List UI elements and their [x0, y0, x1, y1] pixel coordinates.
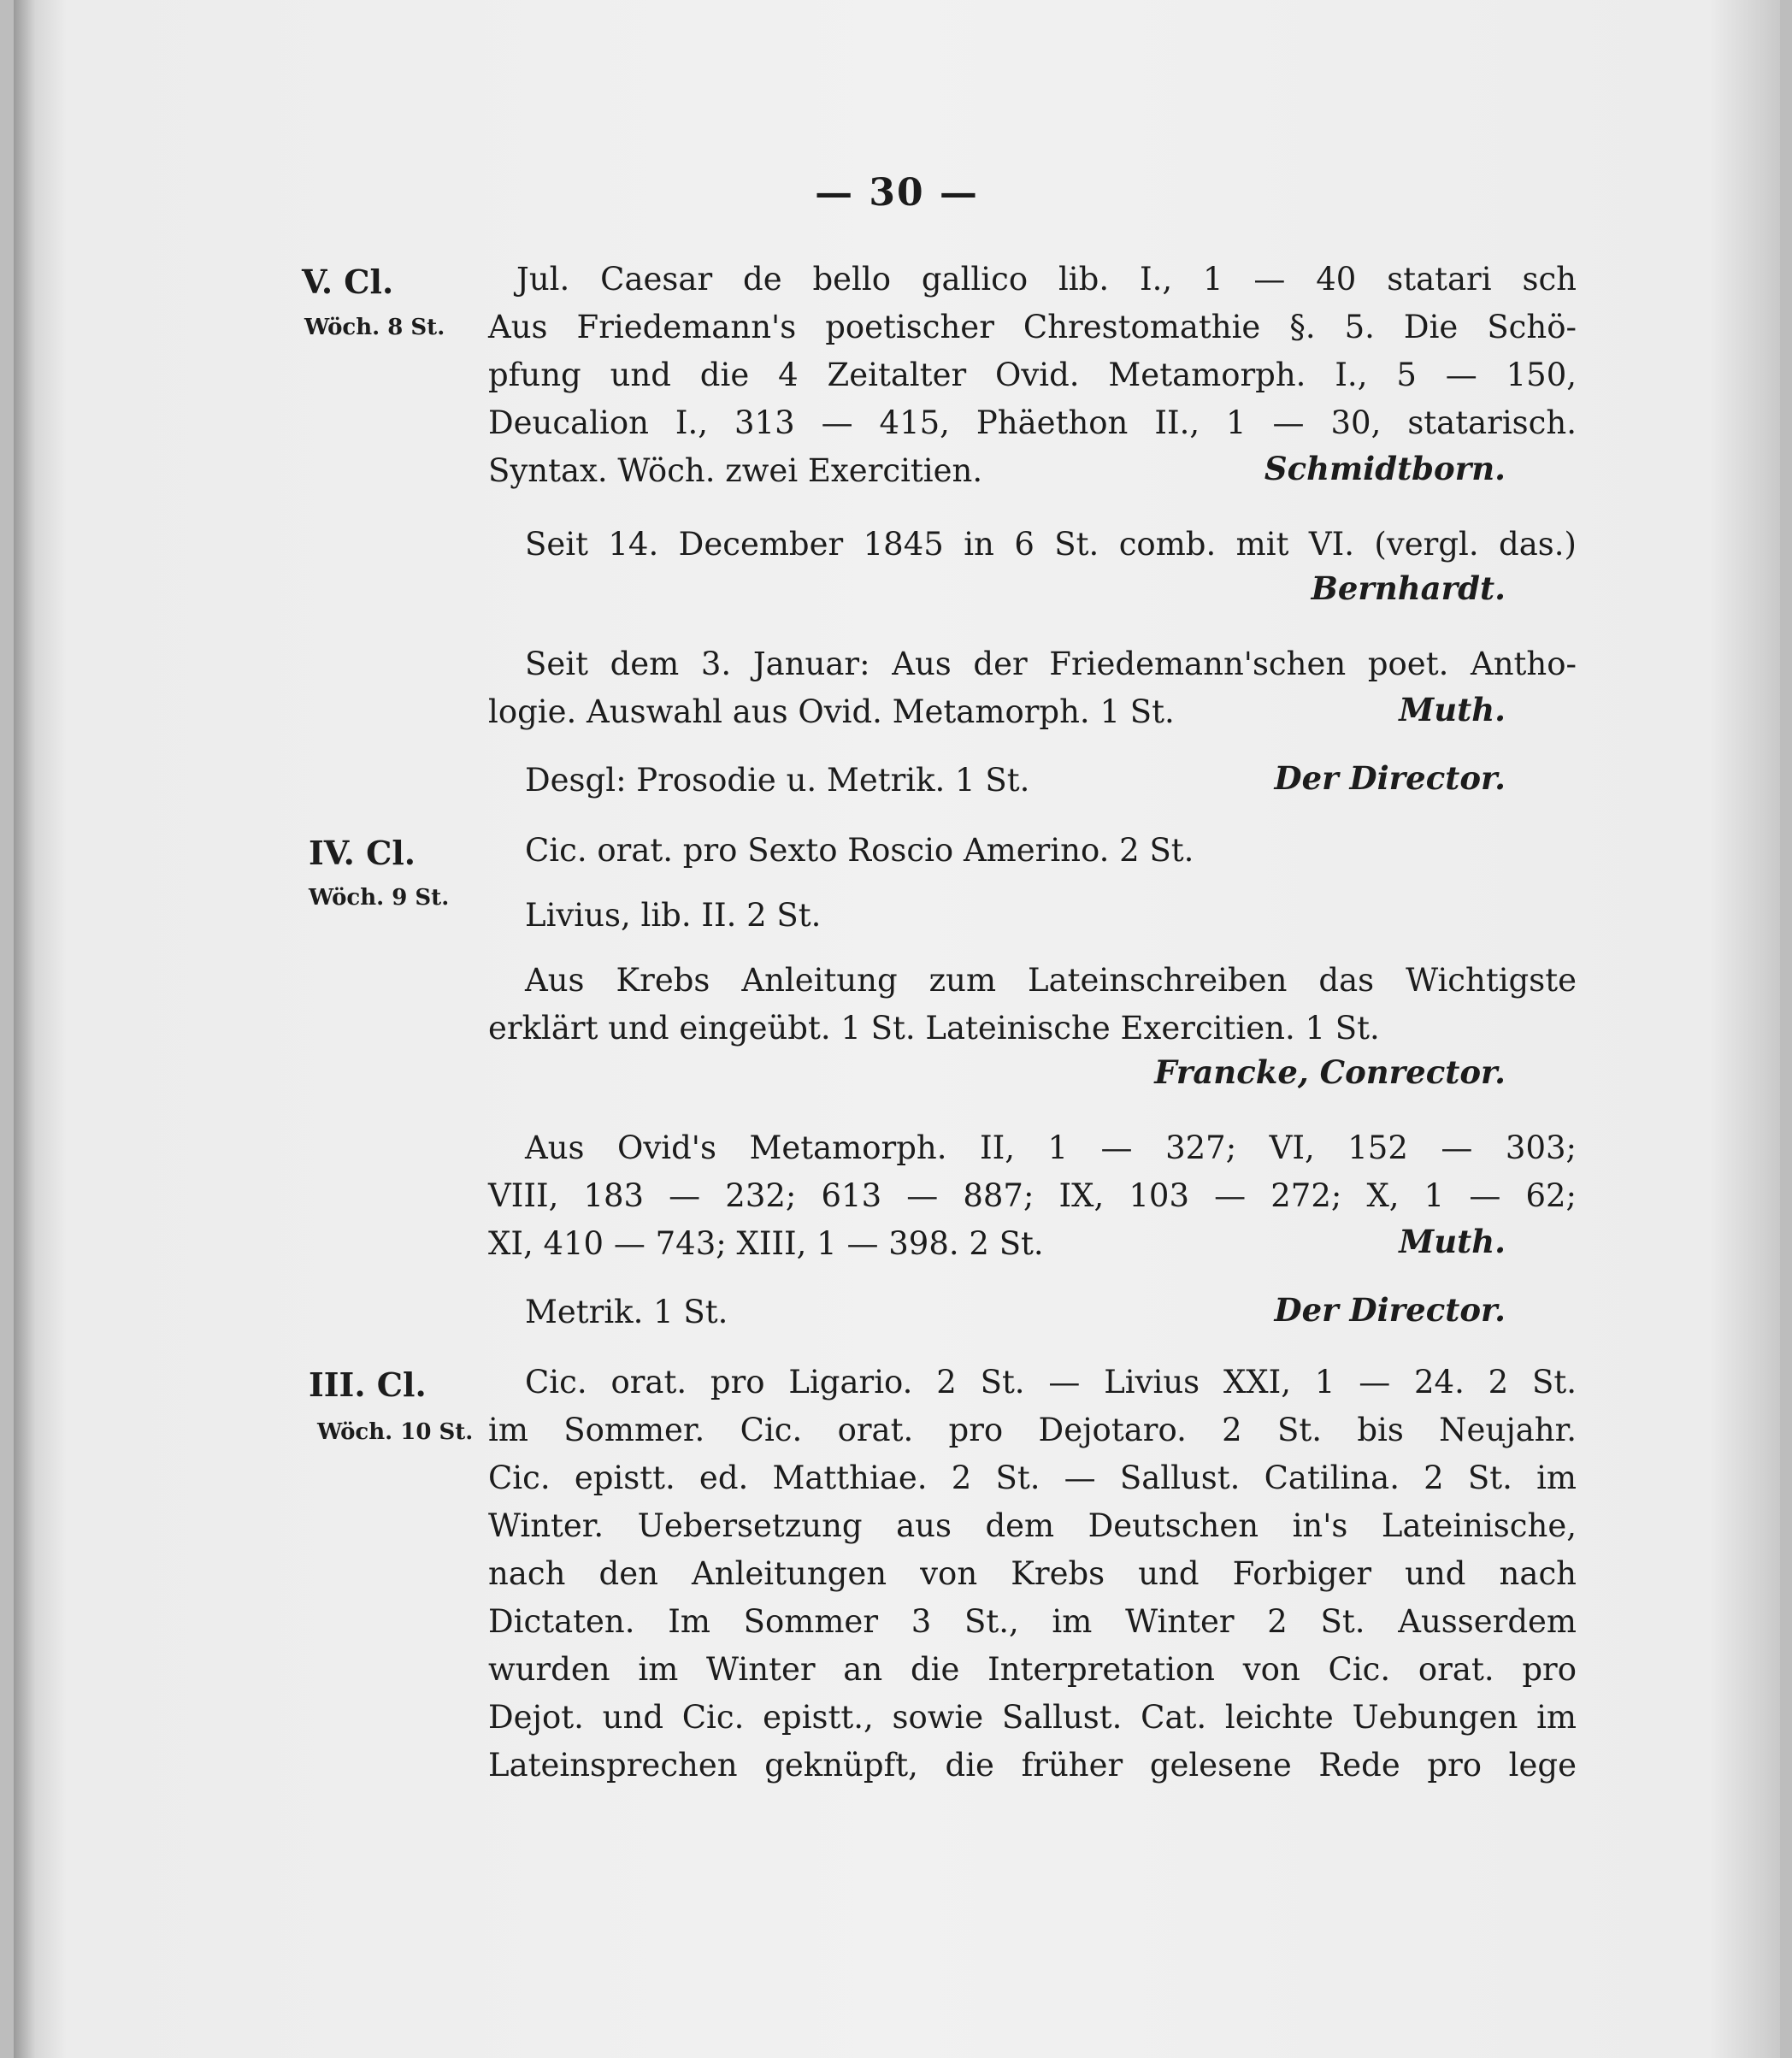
text-line: Dictaten. Im Sommer 3 St., im Winter 2 St. Ausserdem — [488, 1603, 1577, 1640]
page-number: — 30 — — [815, 171, 979, 215]
woch-label-iii: Wöch. 10 St. — [317, 1419, 474, 1445]
text-line: Aus Friedemann's poetischer Chrestomathie §. 5. Die Schö- — [488, 309, 1577, 345]
text-line: VIII, 183 — 232; 613 — 887; IX, 103 — 272; X, 1 — 62; — [488, 1177, 1577, 1214]
signature: Muth. — [1399, 1223, 1506, 1260]
woch-label-v: Wöch. 8 St. — [304, 315, 445, 340]
text-line: Winter. Uebersetzung aus dem Deutschen in's Lateinische, — [488, 1507, 1577, 1544]
text-line: Jul. Caesar de bello gallico lib. I., 1 — 40 statari sch — [516, 261, 1577, 298]
class-label-v: V. Cl. — [302, 262, 394, 301]
signature: Der Director. — [1274, 1291, 1506, 1329]
text-line: im Sommer. Cic. orat. pro Dejotaro. 2 St. bis Neujahr. — [488, 1412, 1577, 1448]
text-line: Aus Krebs Anleitung zum Lateinschreiben das Wichtigste — [525, 962, 1577, 999]
text-line: Cic. orat. pro Ligario. 2 St. — Livius XXI, 1 — 24. 2 St. — [525, 1364, 1577, 1401]
signature: Muth. — [1399, 691, 1506, 728]
text-line: Metrik. 1 St. — [525, 1294, 728, 1330]
woch-label-iv: Wöch. 9 St. — [309, 885, 450, 911]
text-line: Aus Ovid's Metamorph. II, 1 — 327; VI, 152 — 303; — [525, 1129, 1577, 1166]
text-line: nach den Anleitungen von Krebs und Forbiger und nach — [488, 1555, 1577, 1592]
page-edge-shadow — [14, 0, 36, 2058]
text-line: Cic. epistt. ed. Matthiae. 2 St. — Sallust. Catilina. 2 St. im — [488, 1459, 1577, 1496]
text-line: Seit dem 3. Januar: Aus der Friedemann'schen poet. Antho- — [525, 646, 1577, 682]
text-line: Livius, lib. II. 2 St. — [525, 897, 822, 934]
signature: Francke, Conrector. — [1154, 1053, 1506, 1091]
text-line: erklärt und eingeübt. 1 St. Lateinische Exercitien. 1 St. — [488, 1010, 1380, 1047]
text-line: Cic. orat. pro Sexto Roscio Amerino. 2 St. — [525, 832, 1194, 869]
text-line: logie. Auswahl aus Ovid. Metamorph. 1 St. — [488, 693, 1175, 730]
text-line: Desgl: Prosodie u. Metrik. 1 St. — [525, 762, 1030, 799]
text-line: Seit 14. December 1845 in 6 St. comb. mit VI. (vergl. das.) — [525, 526, 1577, 563]
text-line: Syntax. Wöch. zwei Exercitien. — [488, 452, 983, 489]
signature: Schmidtborn. — [1264, 450, 1506, 487]
text-line: XI, 410 — 743; XIII, 1 — 398. 2 St. — [488, 1225, 1044, 1262]
class-label-iv: IV. Cl. — [309, 834, 416, 872]
class-label-iii: III. Cl. — [309, 1365, 427, 1404]
text-line: wurden im Winter an die Interpretation von Cic. orat. pro — [488, 1651, 1577, 1688]
text-line: Deucalion I., 313 — 415, Phäethon II., 1 — 30, statarisch. — [488, 404, 1577, 441]
document-page — [14, 0, 1780, 2058]
text-line: pfung und die 4 Zeitalter Ovid. Metamorph. I., 5 — 150, — [488, 357, 1577, 393]
text-line: Dejot. und Cic. epistt., sowie Sallust. Cat. leichte Uebungen im — [488, 1699, 1577, 1736]
text-line: Lateinsprechen geknüpft, die früher gelesene Rede pro lege — [488, 1747, 1577, 1784]
signature: Der Director. — [1274, 759, 1506, 797]
signature: Bernhardt. — [1311, 569, 1506, 607]
